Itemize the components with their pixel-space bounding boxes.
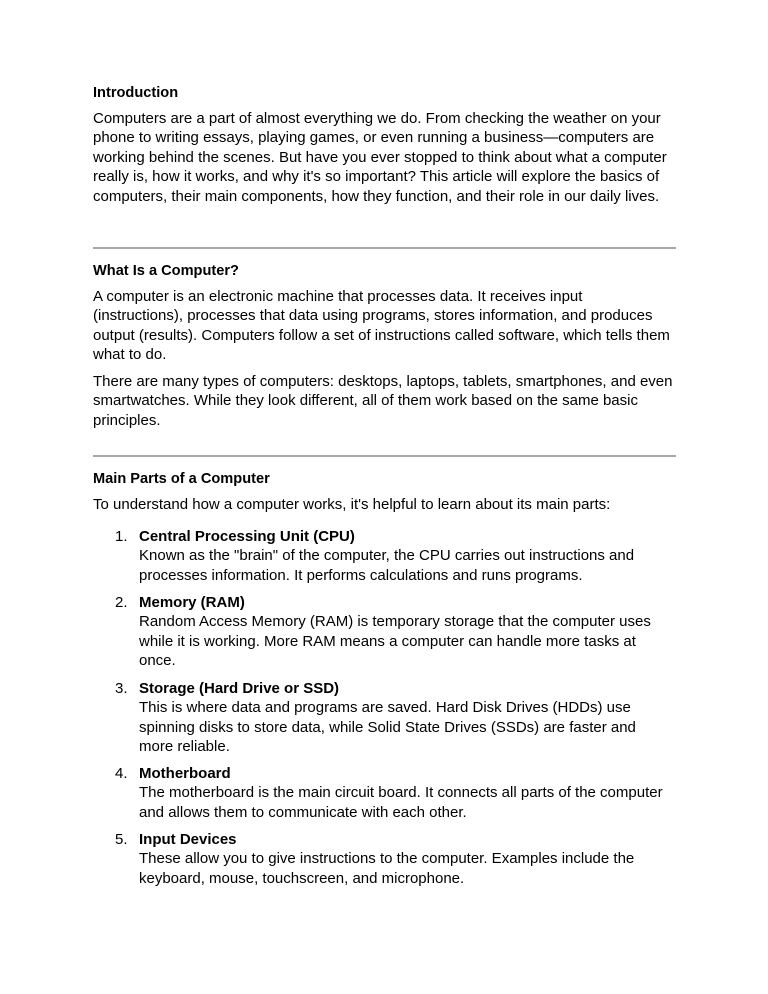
main-parts-intro: To understand how a computer works, it's helpful to learn about its main parts: <box>93 496 611 513</box>
list-number: 1. <box>115 528 128 545</box>
list-number: 3. <box>115 680 128 697</box>
list-item-desc: Random Access Memory (RAM) is temporary storage that the computer uses while it is working. More RAM means a computer can handle more tasks at once. <box>139 613 651 670</box>
divider <box>93 247 676 249</box>
list-item-title: Motherboard <box>139 765 231 782</box>
list-item-desc: The motherboard is the main circuit board. It connects all parts of the computer and allows them to communicate with each other. <box>139 784 663 821</box>
section-heading-introduction: Introduction <box>93 85 179 101</box>
list-number: 5. <box>115 831 128 848</box>
section-heading-what-is: What Is a Computer? <box>93 263 239 279</box>
section-heading-main-parts: Main Parts of a Computer <box>93 471 270 487</box>
list-item-desc: This is where data and programs are saved. Hard Disk Drives (HDDs) use spinning disks to store data, while Solid State Drives (SSDs) are faster and more reliable. <box>139 699 636 756</box>
what-is-paragraph-2: There are many types of computers: desktops, laptops, tablets, smartphones, and even smartwatches. While they look different, all of them work based on the same basic principles. <box>93 373 673 429</box>
list-number: 4. <box>115 765 128 782</box>
list-item-title: Memory (RAM) <box>139 594 245 611</box>
list-item-desc: Known as the "brain" of the computer, the CPU carries out instructions and processes information. It performs calculations and runs programs. <box>139 547 635 584</box>
list-item-title: Storage (Hard Drive or SSD) <box>139 680 340 697</box>
list-item-title: Input Devices <box>139 831 237 848</box>
what-is-paragraph-1: A computer is an electronic machine that processes data. It receives input (instructions), processes that data using programs, stores information, and produces output (results). Computers follow a set of instructions called software, which tells them what to do. <box>93 288 670 364</box>
list-item-title: Central Processing Unit (CPU) <box>139 528 355 545</box>
list-item-desc: These allow you to give instructions to the computer. Examples include the keyboard, mouse, touchscreen, and microphone. <box>139 850 635 887</box>
divider <box>93 455 676 457</box>
intro-paragraph: Computers are a part of almost everything we do. From checking the weather on your phone to writing essays, playing games, or even running a business—computers are working behind the scenes. But have you ever stopped to think about what a computer really is, how it works, and why it's so important? This article will explore the basics of computers, their main components, how they function, and their role in our daily lives. <box>93 110 667 205</box>
list-number: 2. <box>115 594 128 611</box>
